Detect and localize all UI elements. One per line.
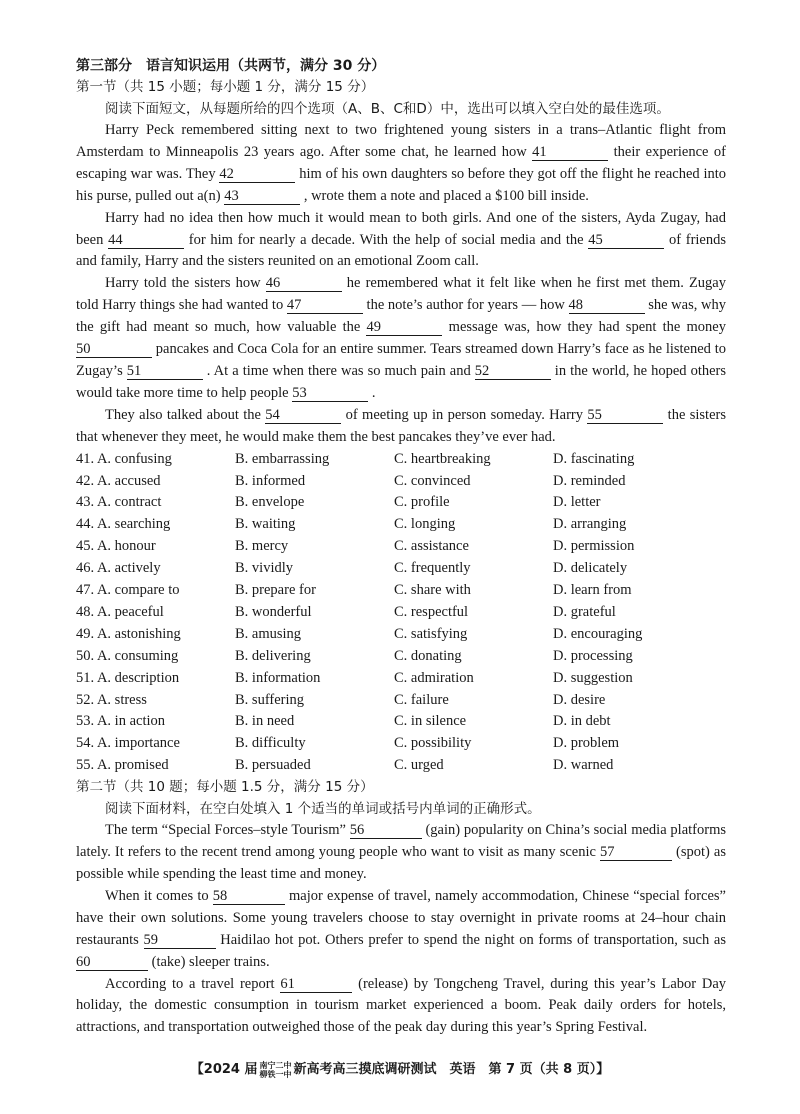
text-run: major expense of travel, namely accommodation, Chinese “special forces” have their own solutions. Some young travelers choose to stay overnight in private rooms at 24–hour chain restaurants (76, 887, 726, 948)
section1-instruction: 阅读下面短文，从每题所给的四个选项（A、B、C和D）中，选出可以填入空白处的最佳选项。 (105, 101, 670, 117)
option-51-a: 51. A. description (76, 669, 180, 686)
text-run: him of his own daughters so before they got off the flight he reached into his purse, pulled out a(n) (76, 165, 727, 204)
blank-42: 42 (219, 166, 295, 183)
text-run: When it comes to (105, 887, 213, 904)
option-47-b: B. prepare for (235, 582, 316, 599)
passage-paragraph-2 (76, 208, 726, 274)
blank-60: 60 (76, 954, 148, 971)
footer-left: 【2024 届 (190, 1062, 258, 1077)
option-50-c: C. donating (394, 647, 462, 664)
option-53-b: B. in need (235, 713, 295, 730)
section1-title: 第一节（共 15 小题；每小题 1 分，满分 15 分） (76, 79, 375, 95)
page-footer (0, 1060, 800, 1080)
option-49-b: B. amusing (235, 625, 302, 642)
blank-53: 53 (292, 385, 368, 402)
text-run: Haidilao hot pot. Others prefer to spend the night on forms of transportation, such as (215, 931, 726, 948)
option-42-a: 42. A. accused (76, 472, 161, 489)
blank-48: 48 (569, 297, 645, 314)
option-53-d: D. in debt (553, 713, 611, 730)
blank-51: 51 (127, 363, 203, 380)
text-run: of friends and family, Harry and the sisters reunited on an emotional Zoom call. (76, 231, 727, 270)
option-50-d: D. processing (553, 647, 633, 664)
option-49-a: 49. A. astonishing (76, 625, 181, 642)
option-41-d: D. fascinating (553, 450, 635, 467)
blank-58: 58 (213, 888, 285, 905)
section2-paragraph-3 (76, 974, 726, 1040)
text-run: They also talked about the (105, 406, 266, 423)
option-43-b: B. envelope (235, 494, 305, 511)
passage-paragraph-1 (76, 120, 726, 208)
text-run: he remembered what it felt like when he first met them. Zugay told Harry things she had wanted to (76, 275, 726, 314)
blank-54: 54 (265, 407, 341, 424)
option-55-c: C. urged (394, 757, 444, 774)
passage-paragraph-4 (76, 405, 726, 449)
blank-47: 47 (287, 297, 363, 314)
blank-49: 49 (366, 319, 442, 336)
option-54-a: 54. A. importance (76, 735, 180, 752)
text-run: their experience of escaping war was. They (76, 143, 727, 182)
option-43-c: C. profile (394, 494, 450, 511)
text-run: Harry told the sisters how (105, 275, 266, 292)
option-49-c: C. satisfying (394, 625, 468, 642)
blank-46: 46 (266, 275, 342, 292)
option-44-a: 44. A. searching (76, 516, 171, 533)
option-52-c: C. failure (394, 691, 449, 708)
blank-55: 55 (587, 407, 663, 424)
option-53-c: C. in silence (394, 713, 467, 730)
text-run: for him for nearly a decade. With the help of social media and the (184, 231, 589, 248)
section2-paragraph-1 (76, 820, 726, 886)
text-run: Harry Peck remembered sitting next to two frightened young sisters in a trans–Atlantic flight from Amsterdam to Minneapolis 23 years ago. After some chat, he learned how (76, 122, 726, 160)
option-54-c: C. possibility (394, 735, 472, 752)
text-run: . (368, 384, 376, 401)
blank-59: 59 (144, 932, 216, 949)
option-54-b: B. difficulty (235, 735, 306, 752)
text-run: of meeting up in person someday. Harry (341, 406, 588, 423)
section2-title: 第二节（共 10 题；每小题 1.5 分，满分 15 分） (76, 779, 374, 796)
option-44-c: C. longing (394, 516, 456, 533)
option-47-c: C. share with (394, 582, 471, 599)
option-52-b: B. suffering (235, 691, 305, 708)
blank-43: 43 (224, 188, 300, 205)
options-grid (76, 449, 726, 778)
school-names (260, 1061, 292, 1079)
exam-page (76, 56, 726, 1039)
blank-57: 57 (600, 844, 672, 861)
option-51-d: D. suggestion (553, 669, 633, 686)
option-41-a: 41. A. confusing (76, 450, 172, 467)
text-run: pancakes and Coca Cola for an entire summer. Tears streamed down Harry’s face as he listened to Zugay’s (76, 341, 726, 379)
option-48-c: C. respectful (394, 603, 469, 620)
option-46-d: D. delicately (553, 560, 628, 577)
blank-56: 56 (350, 822, 422, 839)
option-42-b: B. informed (235, 472, 306, 489)
blank-52: 52 (475, 363, 551, 380)
option-51-b: B. information (235, 669, 321, 686)
text-run: message was, how they had spent the money (442, 319, 726, 336)
option-44-d: D. arranging (553, 516, 627, 533)
part-title: 第三部分 语言知识运用（共两节，满分 30 分） (76, 58, 386, 74)
school-top: 南宁二中 (259, 1060, 292, 1070)
blank-44: 44 (108, 232, 184, 249)
option-45-d: D. permission (553, 538, 635, 555)
text-run: the note’s author for years — how (362, 297, 569, 314)
option-44-b: B. waiting (235, 516, 296, 533)
option-45-a: 45. A. honour (76, 538, 156, 555)
text-run: the sisters that whenever they meet, he would make them the best pancakes they’ve ever had. (76, 406, 726, 445)
text-run: in the world, he hoped others would take more time to help people (76, 362, 727, 401)
option-54-d: D. problem (553, 735, 620, 752)
option-47-a: 47. A. compare to (76, 582, 180, 599)
passage-paragraph-3 (76, 273, 726, 404)
text-run: , wrote them a note and placed a $100 bill inside. (300, 187, 589, 204)
text-run: (gain) popularity on China’s social media platforms lately. It refers to the recent trend among young people who want to visit as many scenic (76, 822, 726, 861)
option-48-b: B. wonderful (235, 603, 312, 620)
option-53-a: 53. A. in action (76, 713, 166, 730)
option-42-c: C. convinced (394, 472, 471, 489)
option-49-d: D. encouraging (553, 625, 643, 642)
option-55-b: B. persuaded (235, 757, 311, 774)
text-run: (spot) as possible while spending the least time and money. (76, 844, 726, 882)
text-run: (take) sleeper trains. (148, 953, 270, 970)
option-45-b: B. mercy (235, 538, 289, 555)
option-47-d: D. learn from (553, 582, 632, 599)
option-46-a: 46. A. actively (76, 560, 161, 577)
option-48-d: D. grateful (553, 603, 616, 620)
option-46-c: C. frequently (394, 560, 471, 577)
blank-45: 45 (588, 232, 664, 249)
option-42-d: D. reminded (553, 472, 626, 489)
text-run: . At a time when there was so much pain and (202, 362, 475, 379)
option-41-c: C. heartbreaking (394, 450, 491, 467)
school-bottom: 柳铁一中 (259, 1069, 292, 1079)
text-run: (release) by Tongcheng Travel, during this year’s Labor Day holiday, the domestic consumption in tourism market experienced a boom. Peak daily orders for hotels, attractions, and transportation outweighed those of the peak day during this year’s Spring Festival. (76, 975, 726, 1036)
option-50-b: B. delivering (235, 647, 311, 664)
option-45-c: C. assistance (394, 538, 469, 555)
section2-paragraph-2 (76, 886, 726, 974)
option-43-d: D. letter (553, 494, 601, 511)
option-52-d: D. desire (553, 691, 606, 708)
section2-instruction: 阅读下面材料，在空白处填入 1 个适当的单词或括号内单词的正确形式。 (105, 801, 541, 818)
option-43-a: 43. A. contract (76, 494, 162, 511)
option-46-b: B. vividly (235, 560, 294, 577)
option-55-d: D. warned (553, 757, 614, 774)
text-run: The term “Special Forces–style Tourism” (105, 822, 350, 839)
option-55-a: 55. A. promised (76, 757, 169, 774)
option-52-a: 52. A. stress (76, 691, 147, 708)
footer-right: 新高考高三摸底调研测试 英语 第 7 页（共 8 页）】 (293, 1062, 610, 1077)
option-50-a: 50. A. consuming (76, 647, 179, 664)
option-41-b: B. embarrassing (235, 450, 330, 467)
text-run: she was, why the gift had meant so much, how valuable the (76, 297, 726, 336)
blank-50: 50 (76, 341, 152, 358)
text-run: According to a travel report (105, 975, 281, 992)
blank-61: 61 (280, 976, 352, 993)
blank-41: 41 (532, 144, 608, 161)
option-48-a: 48. A. peaceful (76, 603, 164, 620)
text-run: Harry had no idea then how much it would mean to both girls. And one of the sisters, Ayda Zugay, had been (76, 209, 726, 248)
option-51-c: C. admiration (394, 669, 474, 686)
